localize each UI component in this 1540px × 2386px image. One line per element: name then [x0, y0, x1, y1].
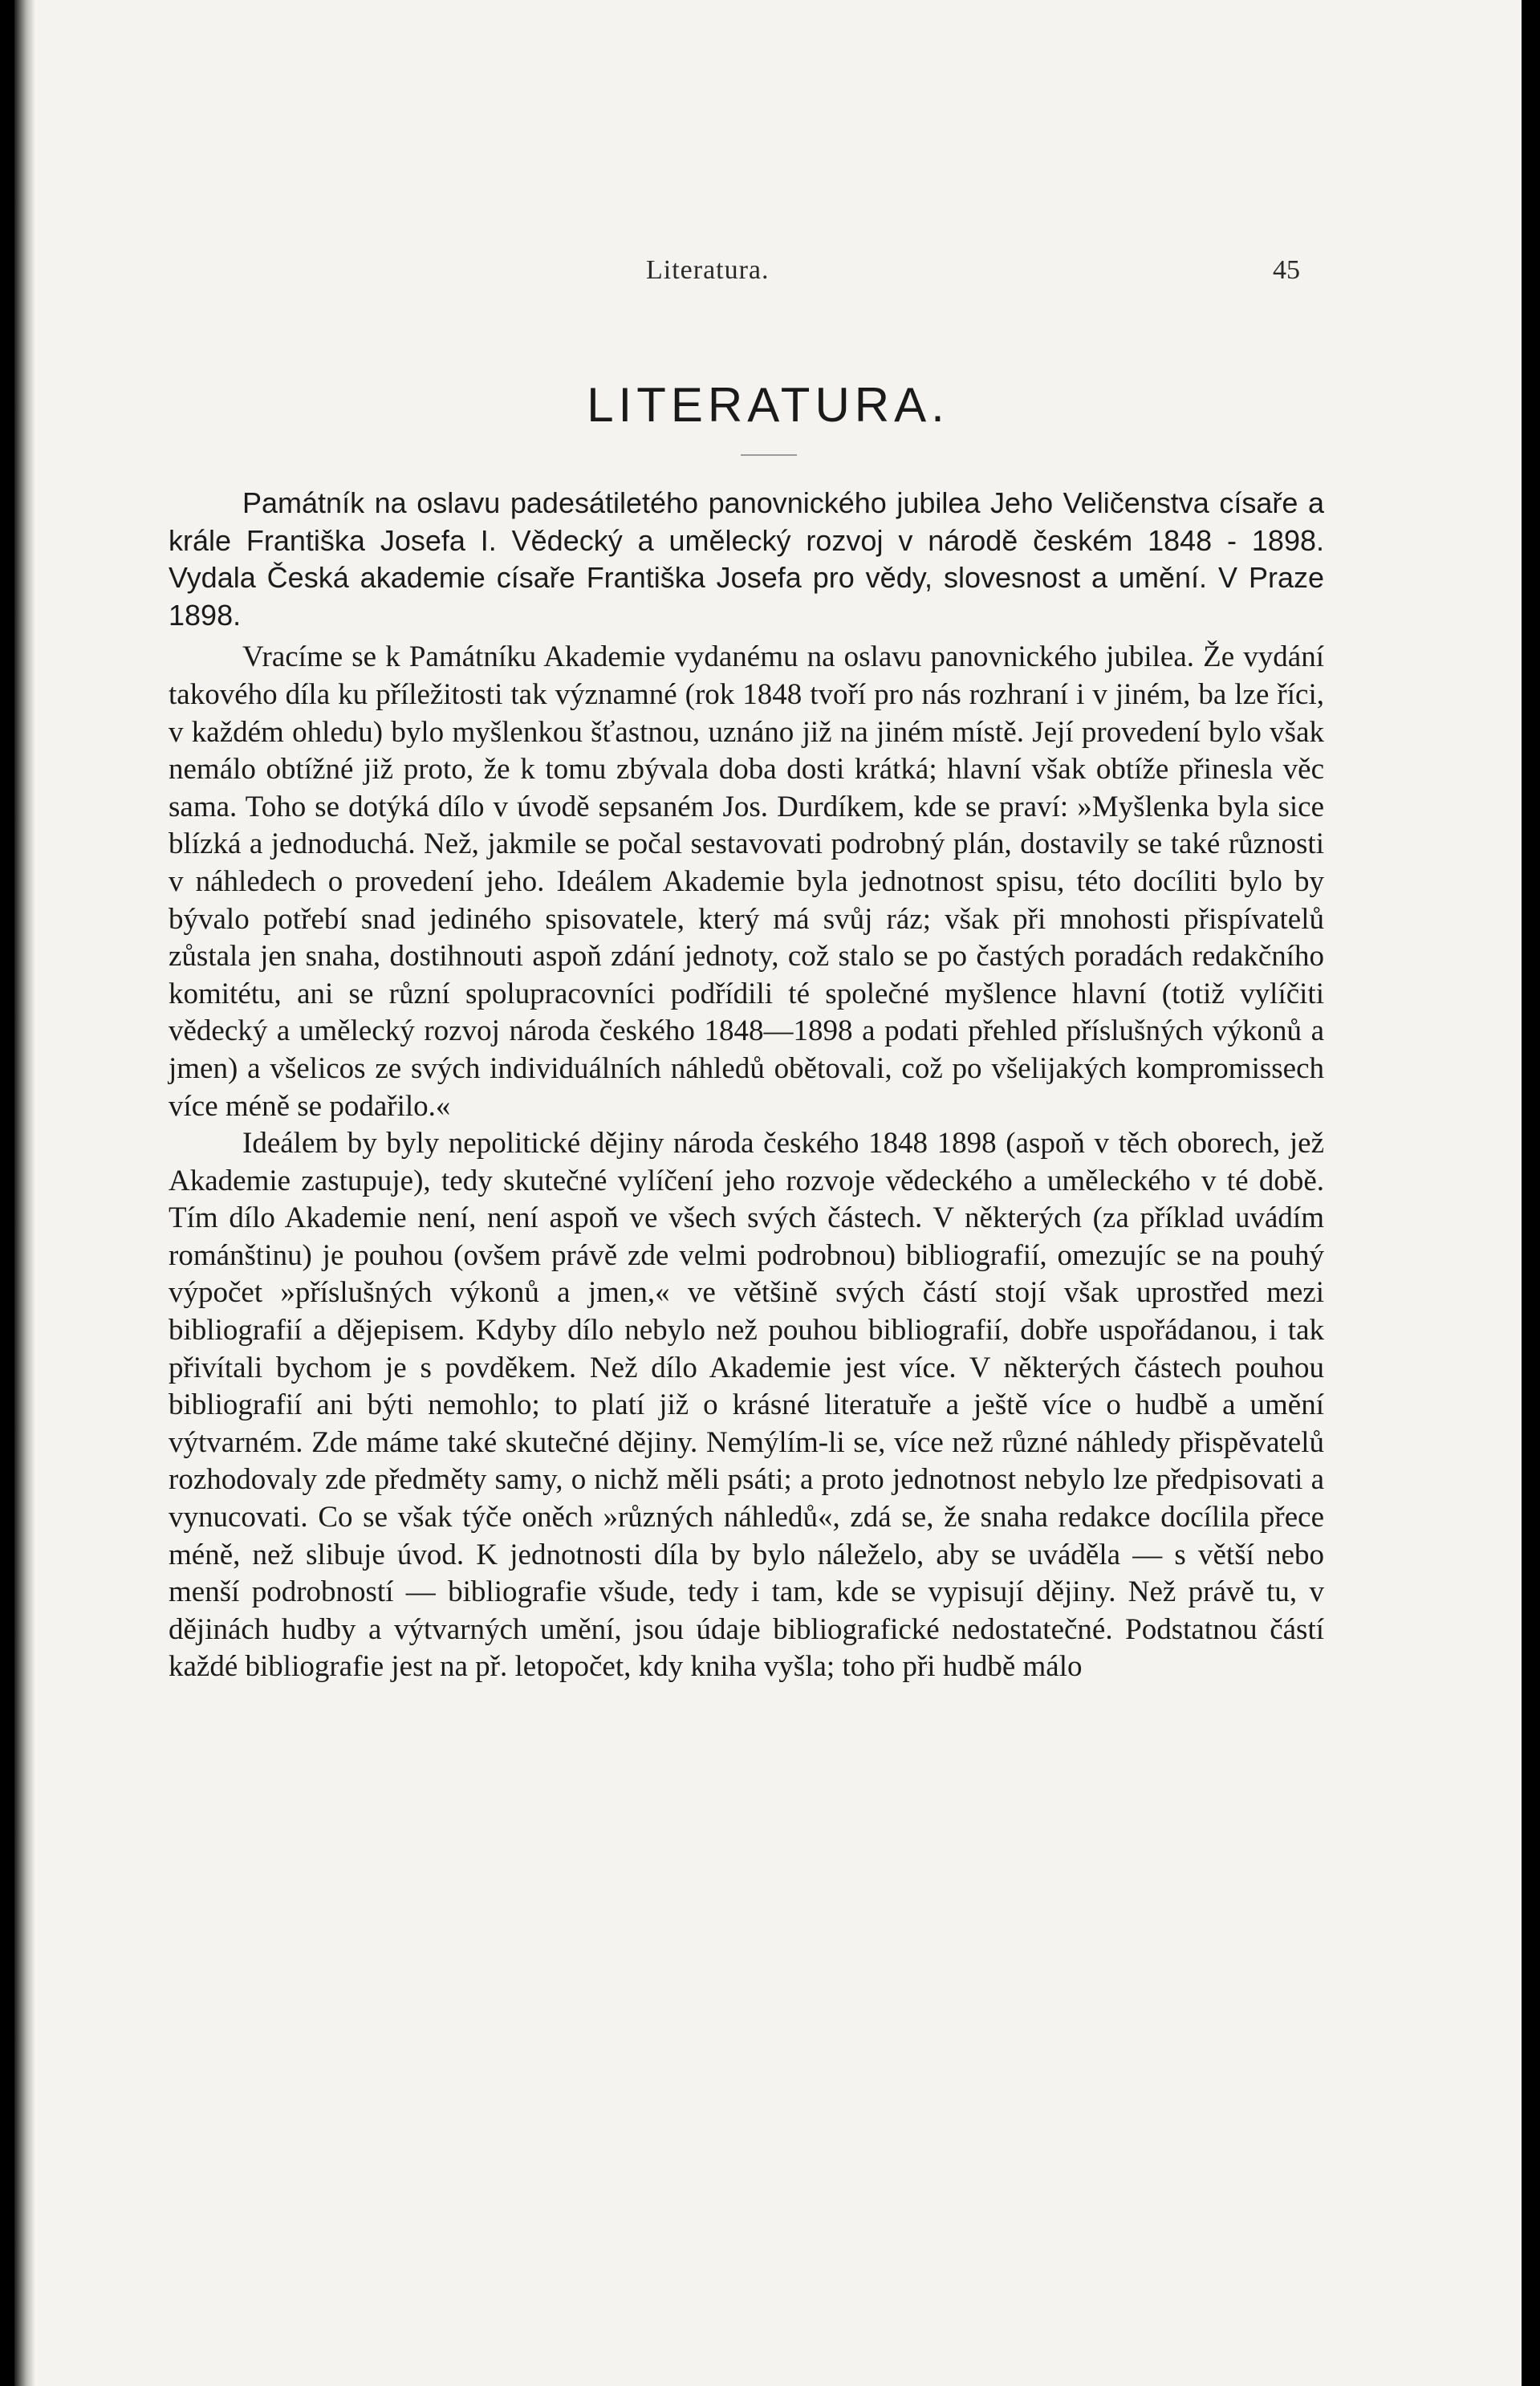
- article-body: [169, 485, 1324, 1686]
- book-page: [14, 0, 1522, 2386]
- page-number: 45: [1273, 255, 1300, 285]
- running-header: Literatura.: [646, 255, 770, 285]
- paragraph-1: Vracíme se k Památníku Akademie vydanému na oslavu panovnického jubilea. Že vydání takového díla ku příležitosti tak významné (rok 1848 tvoří pro nás rozhraní i v jiném, ba lze říci, v každém ohledu) bylo myšlenkou šťastnou, uznáno již na jiném místě. Její provedení bylo však nemálo obtížné již proto, že k tomu zbývala doba dosti krátká; hlavní však obtíže přinesla věc sama. Toho se dotýká dílo v úvodě sepsaném Jos. Durdíkem, kde se praví: »Myšlenka byla sice blízká a jednoduchá. Než, jakmile se počal sestavovati podrobný plán, dostavily se také různosti v náhledech o provedení jeho. Ideálem Akademie byla jednotnost spisu, této docíliti bylo by bývalo potřebí snad jediného spisovatele, který má svůj ráz; však při mnohosti přispívatelů zůstala jen snaha, dostihnouti aspoň zdání jednoty, což stalo se po častých poradách redakčního komitétu, ani se různí spolupracovníci podřídili té společné myšlence hlavní (totiž vylíčiti vědecký a umělecký rozvoj národa českého 1848—1898 a podati přehled příslušných výkonů a jmen) a všelicos ze svých individuálních náhledů obětovali, což po všelijakých kompromissech více méně se podařilo.«: [169, 640, 1324, 1123]
- paragraph-2: Ideálem by byly nepolitické dějiny národa českého 1848 1898 (aspoň v těch oborech, jež Akademie zastupuje), tedy skutečné vylíčení jeho rozvoje vědeckého a uměleckého v té době. Tím dílo Akademie není, není aspoň ve všech svých částech. V některých (za příklad uvádím románštinu) je pouhou (ovšem právě zde velmi podrobnou) bibliografií, omezujíc se na pouhý výpočet »příslušných výkonů a jmen,« ve většině svých částí stojí však uprostřed mezi bibliografií a dějepisem. Kdyby dílo nebylo než pouhou bibliografií, dobře uspořádanou, i tak přivítali bychom je s povděkem. Než dílo Akademie jest více. V některých částech pouhou bibliografií ani býti nemohlo; to platí již o krásné literatuře a ještě více o hudbě a umění výtvarném. Zde máme také skutečné dějiny. Nemýlím-li se, více než různé náhledy přispěvatelů rozhodovaly zde předměty samy, o nichž měli psáti; a proto jednotnost nebylo lze předpisovati a vynucovati. Co se však týče oněch »různých náhledů«, zdá se, že snaha redakce docílila přece méně, než slibuje úvod. K jednotnosti díla by bylo náleželo, aby se uváděla — s větší nebo menší podrobností — bibliografie všude, tedy i tam, kde se vypisují dějiny. Než právě tu, v dějinách hudby a výtvarných umění, jsou údaje bibliografické nedostatečné. Podstatnou částí každé bibliografie jest na př. letopočet, kdy kniha vyšla; toho při hudbě málo: [169, 1127, 1324, 1684]
- section-heading: LITERATURA.: [587, 378, 949, 432]
- heading-rule: [741, 454, 797, 456]
- reviewed-book-title: Památník na oslavu padesátiletého panovnického jubilea Jeho Veličenstva císaře a krále Františka Josefa I. Vědecký a umělecký rozvoj v národě českém 1848 - 1898. Vydala Česká akademie císaře Františka Josefa pro vědy, slovesnost a umění. V Praze 1898.: [169, 486, 1324, 632]
